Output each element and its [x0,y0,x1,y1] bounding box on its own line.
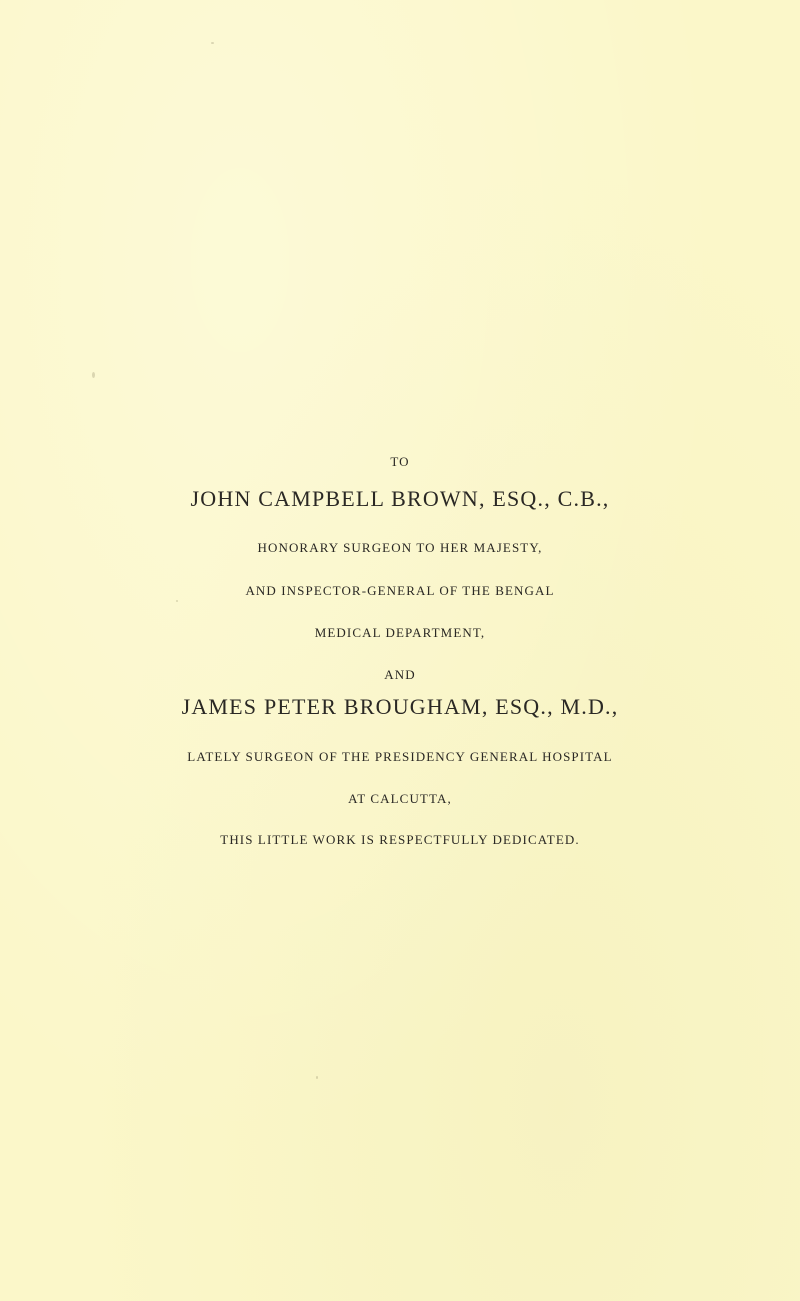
paper-speck [176,600,178,602]
dedicatee-name-1: JOHN CAMPBELL BROWN, ESQ., C.B., [190,486,610,511]
paper-speck [316,1076,318,1079]
paper-speck [92,372,95,378]
dedication-to: TO [390,454,410,469]
dedicatee-1-title-line-1: HONORARY SURGEON TO HER MAJESTY, [257,540,543,555]
dedicatee-1-title-line-3: MEDICAL DEPARTMENT, [314,625,486,640]
dedicatee-2-title-line-1: LATELY SURGEON OF THE PRESIDENCY GENERAL HOSPITAL [187,749,613,764]
dedicatee-1-title-line-2: AND INSPECTOR-GENERAL OF THE BENGAL [245,583,555,598]
dedicatee-name-2: JAMES PETER BROUGHAM, ESQ., M.D., [181,694,619,719]
dedication-and: AND [384,667,416,682]
dedication-closing: THIS LITTLE WORK IS RESPECTFULLY DEDICATED. [220,832,580,847]
paper-speck [211,42,214,44]
dedicatee-2-title-line-2: AT CALCUTTA, [348,791,452,806]
